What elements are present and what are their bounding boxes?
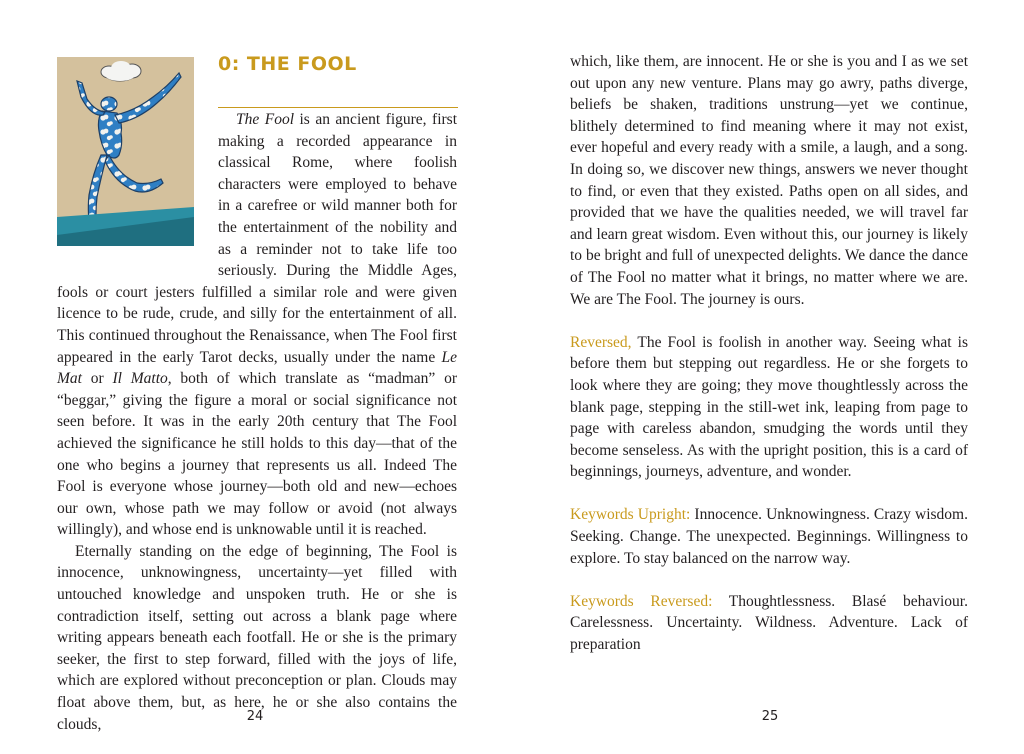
right-page-body bbox=[570, 51, 968, 656]
intro-text-a: is an ancient figure, first making a recorded appearance in classical Rome, where foolish characters were employed to behave in a carefree or wild manner both for the entertainment of the nobility and as a reminder not to take life too seriously. During the Middle Ages, fools or court jesters fulfilled a similar role and were given licence to be rude, crude, and silly for the entertainment of all. This continued throughout the Renaissance, when The Fool first appeared in the early Tarot decks, usually under the name bbox=[57, 111, 457, 366]
keywords-reversed-paragraph bbox=[570, 591, 968, 656]
reversed-lead: Reversed, bbox=[570, 333, 632, 351]
illustration-wrap-space bbox=[57, 109, 218, 279]
continued-paragraph: which, like them, are innocent. He or she is you and I as we set out upon any new venture. Plans may go awry, paths diverge, beliefs be shaken, traditions unstrung—yet we continue, blithely determined to find meaning where it may not exist, ever hopeful and every ready with a smile, a laugh, and a song. In doing so, we discover new things, answers we never thought to find, or even that they existed. Paths open on all sides, and provided that we have the qualities needed, we will travel far and learn great wisdom. Even without this, our journey is likely to be bright and full of unexpected delights. We dance the dance of The Fool no matter what it brings, no matter where we are. We are The Fool. The journey is ours. bbox=[570, 53, 968, 308]
keywords-reversed-text: Thoughtlessness. Blasé behaviour. Carelessness. Uncertainty. Wildness. Adventure. Lack of preparation bbox=[570, 592, 968, 654]
title-divider bbox=[218, 107, 458, 108]
chapter-title: 0: THE FOOL bbox=[218, 53, 357, 75]
reversed-paragraph bbox=[570, 332, 968, 483]
page-number-right: 25 bbox=[761, 709, 779, 724]
left-page-body bbox=[57, 109, 457, 735]
keywords-upright-text: Innocence. Unknowingness. Crazy wisdom. Seeking. Change. The unexpected. Beginnings. Willingness to explore. To stay balanced on the narrow way. bbox=[570, 506, 968, 567]
keywords-upright-lead: Keywords Upright: bbox=[570, 506, 691, 524]
keywords-upright-paragraph bbox=[570, 504, 968, 569]
le-mat-italic: Le Mat bbox=[57, 348, 457, 388]
intro-text-c: , both of which translate as “madman” or “beggar,” giving the figure a moral or social significance not seen before. It was in the early 20th century that The Fool achieved the significance he still holds to this day—that of the one who begins a journey that represents us all. Indeed The Fool is everyone whose journey—both old and new—echoes our own, whose path we may follow or avoid (not always willingly), and whose end is unknowable until it is reached. bbox=[57, 370, 457, 539]
intro-text-b: or bbox=[81, 370, 113, 388]
card-name-italic: The Fool bbox=[236, 111, 295, 128]
il-matto-italic: Il Matto bbox=[112, 370, 168, 388]
reversed-text: The Fool is foolish in another way. Seeing what is before them but stepping out regardless. He or she forgets to look where they are going; they move thoughtlessly across the blank page, stepping in the still-wet ink, leaping from page to page with careless abandon, smudging the words until they become senseless. As with the upright position, this is a card of beginnings, journeys, adventure, and wonder. bbox=[570, 333, 968, 481]
keywords-reversed-lead: Keywords Reversed: bbox=[570, 592, 713, 610]
page-number-left: 24 bbox=[246, 709, 264, 724]
second-paragraph: Eternally standing on the edge of beginning, The Fool is innocence, unknowingness, uncertainty—yet filled with untouched knowledge and unspoken truth. He or she is contradiction itself, setting out across a blank page where writing appears beneath each footfall. He or she is the primary seeker, the first to step forward, filled with the joys of life, which are explored without preconception or plan. Clouds may float above them, but, as here, he or she also contains the clouds, bbox=[57, 542, 457, 733]
